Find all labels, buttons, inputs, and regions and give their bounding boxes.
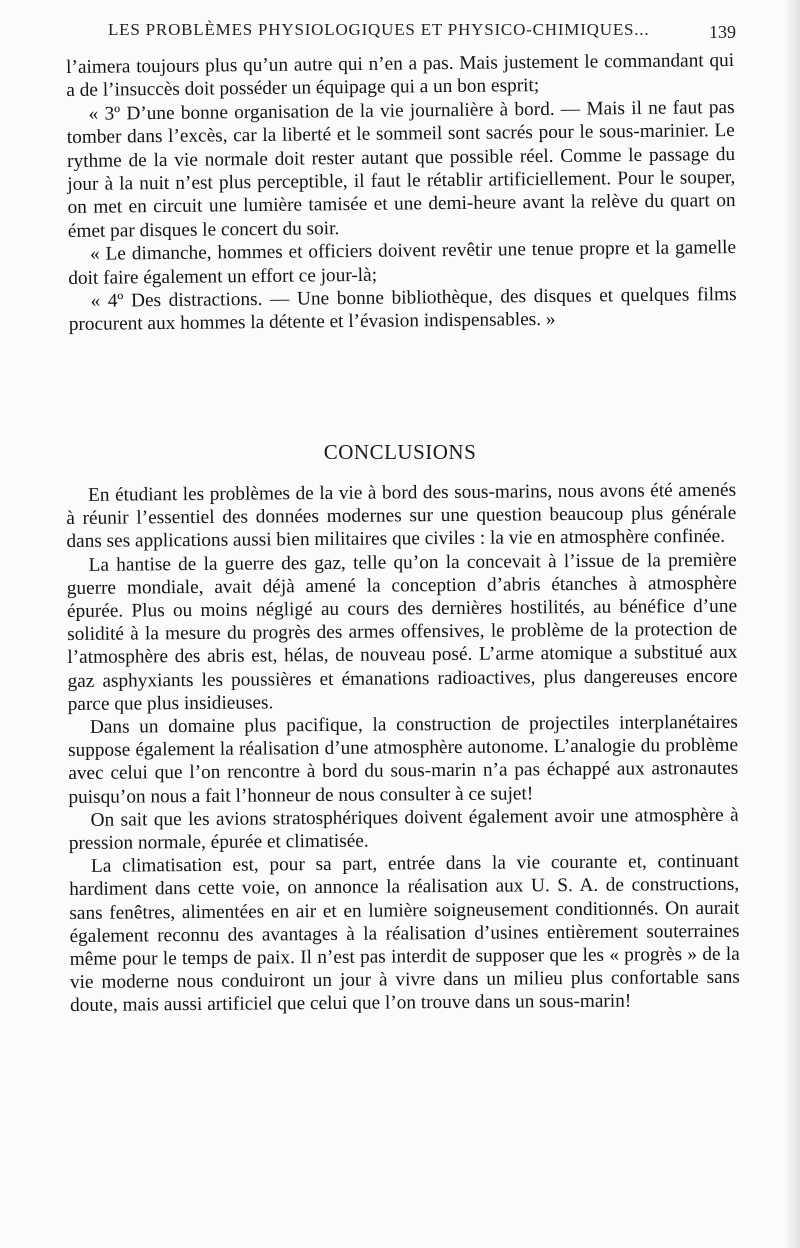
paragraph: On sait que les avions stratosphériques doivent également avoir une atmosphère à pression normale, épurée et climatisée.: [68, 804, 739, 855]
page-gutter-shadow: [784, 0, 800, 1248]
section-title: CONCLUSIONS: [323, 440, 477, 464]
paragraph: « Le dimanche, hommes et officiers doivent revêtir une tenue propre et la gamelle doit faire également un effort ce jour-là;: [68, 237, 737, 289]
top-text-block: [66, 49, 737, 337]
paragraph: « 3º D’une bonne organisation de la vie journalière à bord. — Mais il ne faut pas tomber dans l’excès, car la liberté et le sommeil sont sacrés pour le sous-marinier. Le rythme de la vie normale doit rester autant que possible réel. Comme le passage du jour à la nuit n’est plus perceptible, il faut le rétablir artificiellement. Pour le souper, on met en circuit une lumière tamisée et une demi-heure avant la relève du quart on émet par disques le concert du soir.: [66, 96, 736, 242]
paragraph: En étudiant les problèmes de la vie à bord des sous-marins, nous avons été amenés à réunir l’essentiel des données modernes sur une question beaucoup plus générale dans ses applications aussi bien militaires que civiles : la vie en atmosphère confinée.: [66, 479, 737, 553]
paragraph: l’aimera toujours plus qu’un autre qui n’en a pas. Mais justement le commandant qui a de l’insuccès doit posséder un équipage qui a un bon esprit;: [66, 50, 735, 102]
running-head: LES PROBLÈMES PHYSIOLOGIQUES ET PHYSICO-CHIMIQUES...: [108, 20, 650, 39]
paragraph: « 4º Des distractions. — Une bonne bibliothèque, des disques et quelques films procurent aux hommes la détente et l’évasion indispensables. »: [68, 284, 737, 336]
page-number: 139: [709, 22, 736, 42]
paragraph: Dans un domaine plus pacifique, la construction de projectiles interplanétaires suppose également la réalisation d’une atmosphère autonome. L’analogie du problème avec celui que l’on rencontre à bord du sous-marin n’a pas échappé aux astronautes puisqu’on nous a fait l’honneur de nous consulter à ce sujet!: [68, 711, 739, 808]
paragraph: La hantise de la guerre des gaz, telle qu’on la concevait à l’issue de la première guerre mondiale, avait déjà amené la conception d’abris étanches à atmosphère épurée. Plus ou moins négligé au cours des dernières hostilités, au bénéfice d’une solidité à la mesure du progrès des armes offensives, le problème de la protection de l’atmosphère des abris est, hélas, de nouveau posé. L’arme atomique a substitué aux gaz asphyxiants les poussières et émanations radioactives, plus dangereuses encore parce que plus insidieuses.: [66, 549, 738, 715]
conclusions-text-block: [66, 479, 740, 1018]
page-header: [108, 14, 736, 44]
paragraph: La climatisation est, pour sa part, entrée dans la vie courante et, continuant hardiment dans cette voie, on annonce la réalisation aux U. S. A. de constructions, sans fenêtres, alimentées en air et en lumière soigneusement conditionnés. On aurait également reconnu des avantages à la réalisation d’usines entièrement souterraines même pour le temps de paix. Il n’est pas interdit de supposer que les « progrès » de la vie moderne nous conduiront un jour à vivre dans un milieu plus confortable sans doute, mais aussi artificiel que celui que l’on trouve dans un sous-marin!: [69, 850, 740, 1017]
